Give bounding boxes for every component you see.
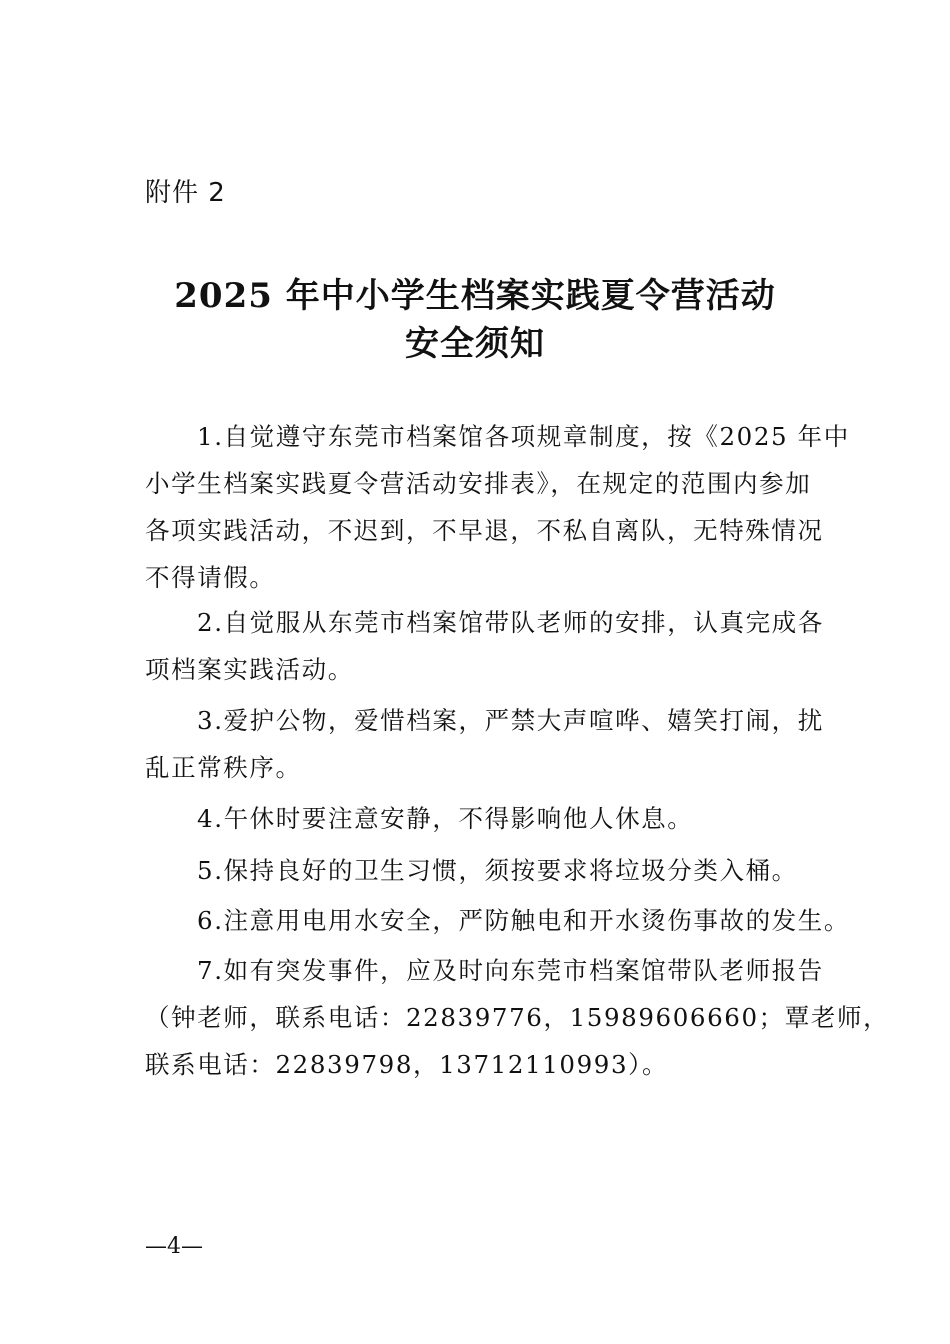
document-title-line-1: 2025 年中小学生档案实践夏令营活动 xyxy=(174,276,776,316)
item-1-line-1: 1.自觉遵守东莞市档案馆各项规章制度，按《2025 年中 xyxy=(197,422,850,451)
item-7-line-3: 联系电话：22839798，13712110993）。 xyxy=(145,1050,669,1079)
item-7-line-2: （钟老师，联系电话：22839776，15989606660；覃老师， xyxy=(145,1003,890,1032)
item-6-line-1: 6.注意用电用水安全，严防触电和开水烫伤事故的发生。 xyxy=(197,906,850,935)
document-title-line-2: 安全须知 xyxy=(405,324,545,364)
page-number: —4— xyxy=(145,1234,203,1259)
item-3-line-2: 乱正常秩序。 xyxy=(145,753,302,782)
item-1-line-2: 小学生档案实践夏令营活动安排表》，在规定的范围内参加 xyxy=(145,469,812,498)
item-5-line-1: 5.保持良好的卫生习惯，须按要求将垃圾分类入桶。 xyxy=(197,856,798,885)
item-2-line-2: 项档案实践活动。 xyxy=(145,655,354,684)
item-7-line-1: 7.如有突发事件，应及时向东莞市档案馆带队老师报告 xyxy=(197,956,824,985)
item-4-line-1: 4.午休时要注意安静，不得影响他人休息。 xyxy=(197,804,694,833)
item-2-line-1: 2.自觉服从东莞市档案馆带队老师的安排，认真完成各 xyxy=(197,608,824,637)
attachment-label: 附件 2 xyxy=(145,178,226,208)
item-3-line-1: 3.爱护公物，爱惜档案，严禁大声喧哗、嬉笑打闹，扰 xyxy=(197,706,824,735)
item-1-line-3: 各项实践活动，不迟到，不早退，不私自离队，无特殊情况 xyxy=(145,516,824,545)
item-1-line-4: 不得请假。 xyxy=(145,563,276,592)
